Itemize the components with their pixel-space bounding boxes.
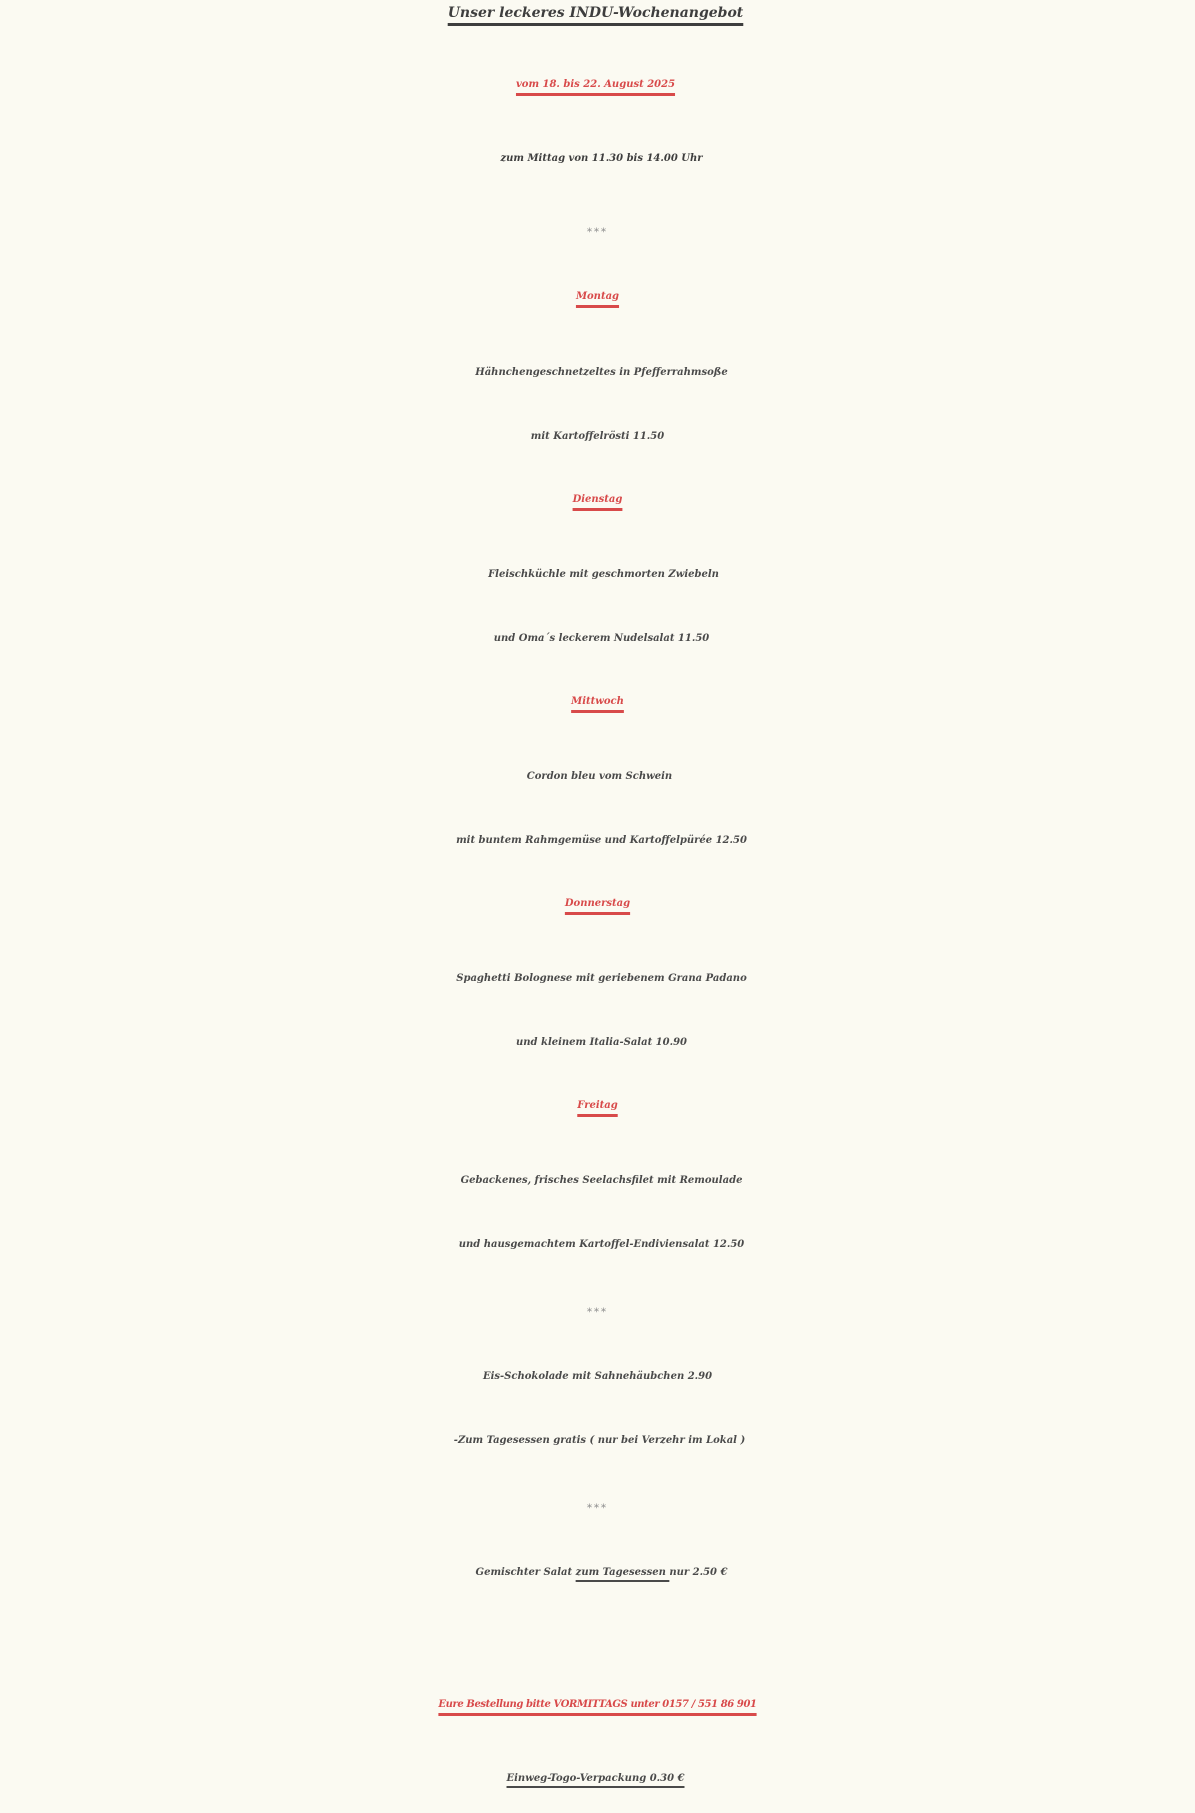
dish-wednesday-line2: mit buntem Rahmgemüse und Kartoffelpürée 12.50 [456,835,747,846]
dish-monday-line1: Hähnchengeschnetzeltes in Pfefferrahmsoße [475,367,728,378]
dish-tuesday-line1: Fleischküchle mit geschmorten Zwiebeln [488,569,719,580]
salad-underlined: zum Tagesessen [575,1567,670,1578]
day-heading-thursday: Donnerstag [564,898,631,909]
dessert-line2: -Zum Tagesessen gratis ( nur bei Verzehr im Lokal ) [453,1435,746,1446]
dish-friday-line2: und hausgemachtem Kartoffel-Endiviensalat 12.50 [458,1239,745,1250]
dish-thursday-line1: Spaghetti Bolognese mit geriebenem Grana Padano [456,973,747,984]
dish-monday-line2: mit Kartoffelrösti 11.50 [530,431,665,442]
salad-offer [4,1568,1195,1578]
dish-tuesday-line2: und Oma´s leckerem Nudelsalat 11.50 [493,633,710,644]
day-heading-friday: Freitag [577,1100,618,1111]
dish-wednesday-line1: Cordon bleu vom Schwein [526,771,673,782]
page-title: Unser leckeres INDU-Wochenangebot [447,5,744,21]
separator-top: *** [587,227,608,238]
dish-thursday-line2: und kleinem Italia-Salat 10.90 [516,1037,687,1048]
day-heading-monday: Montag [575,291,620,302]
separator-salad: *** [587,1503,608,1514]
salad-prefix: Gemischter Salat [475,1567,576,1578]
salad-suffix: nur 2.50 € [669,1567,728,1578]
order-notice: Eure Bestellung bitte VORMITTAGS unter 0157 / 551 86 901 [438,1699,757,1710]
togo-fee: Einweg-Togo-Verpackung 0.30 € [506,1773,685,1784]
dish-friday-line1: Gebackenes, frisches Seelachsfilet mit Remoulade [460,1175,743,1186]
separator-dessert: *** [587,1307,608,1318]
dessert-line1: Eis-Schokolade mit Sahnehäubchen 2.90 [482,1371,713,1382]
date-range: vom 18. bis 22. August 2025 [515,79,676,90]
day-heading-tuesday: Dienstag [572,494,623,505]
day-heading-wednesday: Mittwoch [571,696,624,707]
lunch-hours: zum Mittag von 11.30 bis 14.00 Uhr [500,153,703,164]
